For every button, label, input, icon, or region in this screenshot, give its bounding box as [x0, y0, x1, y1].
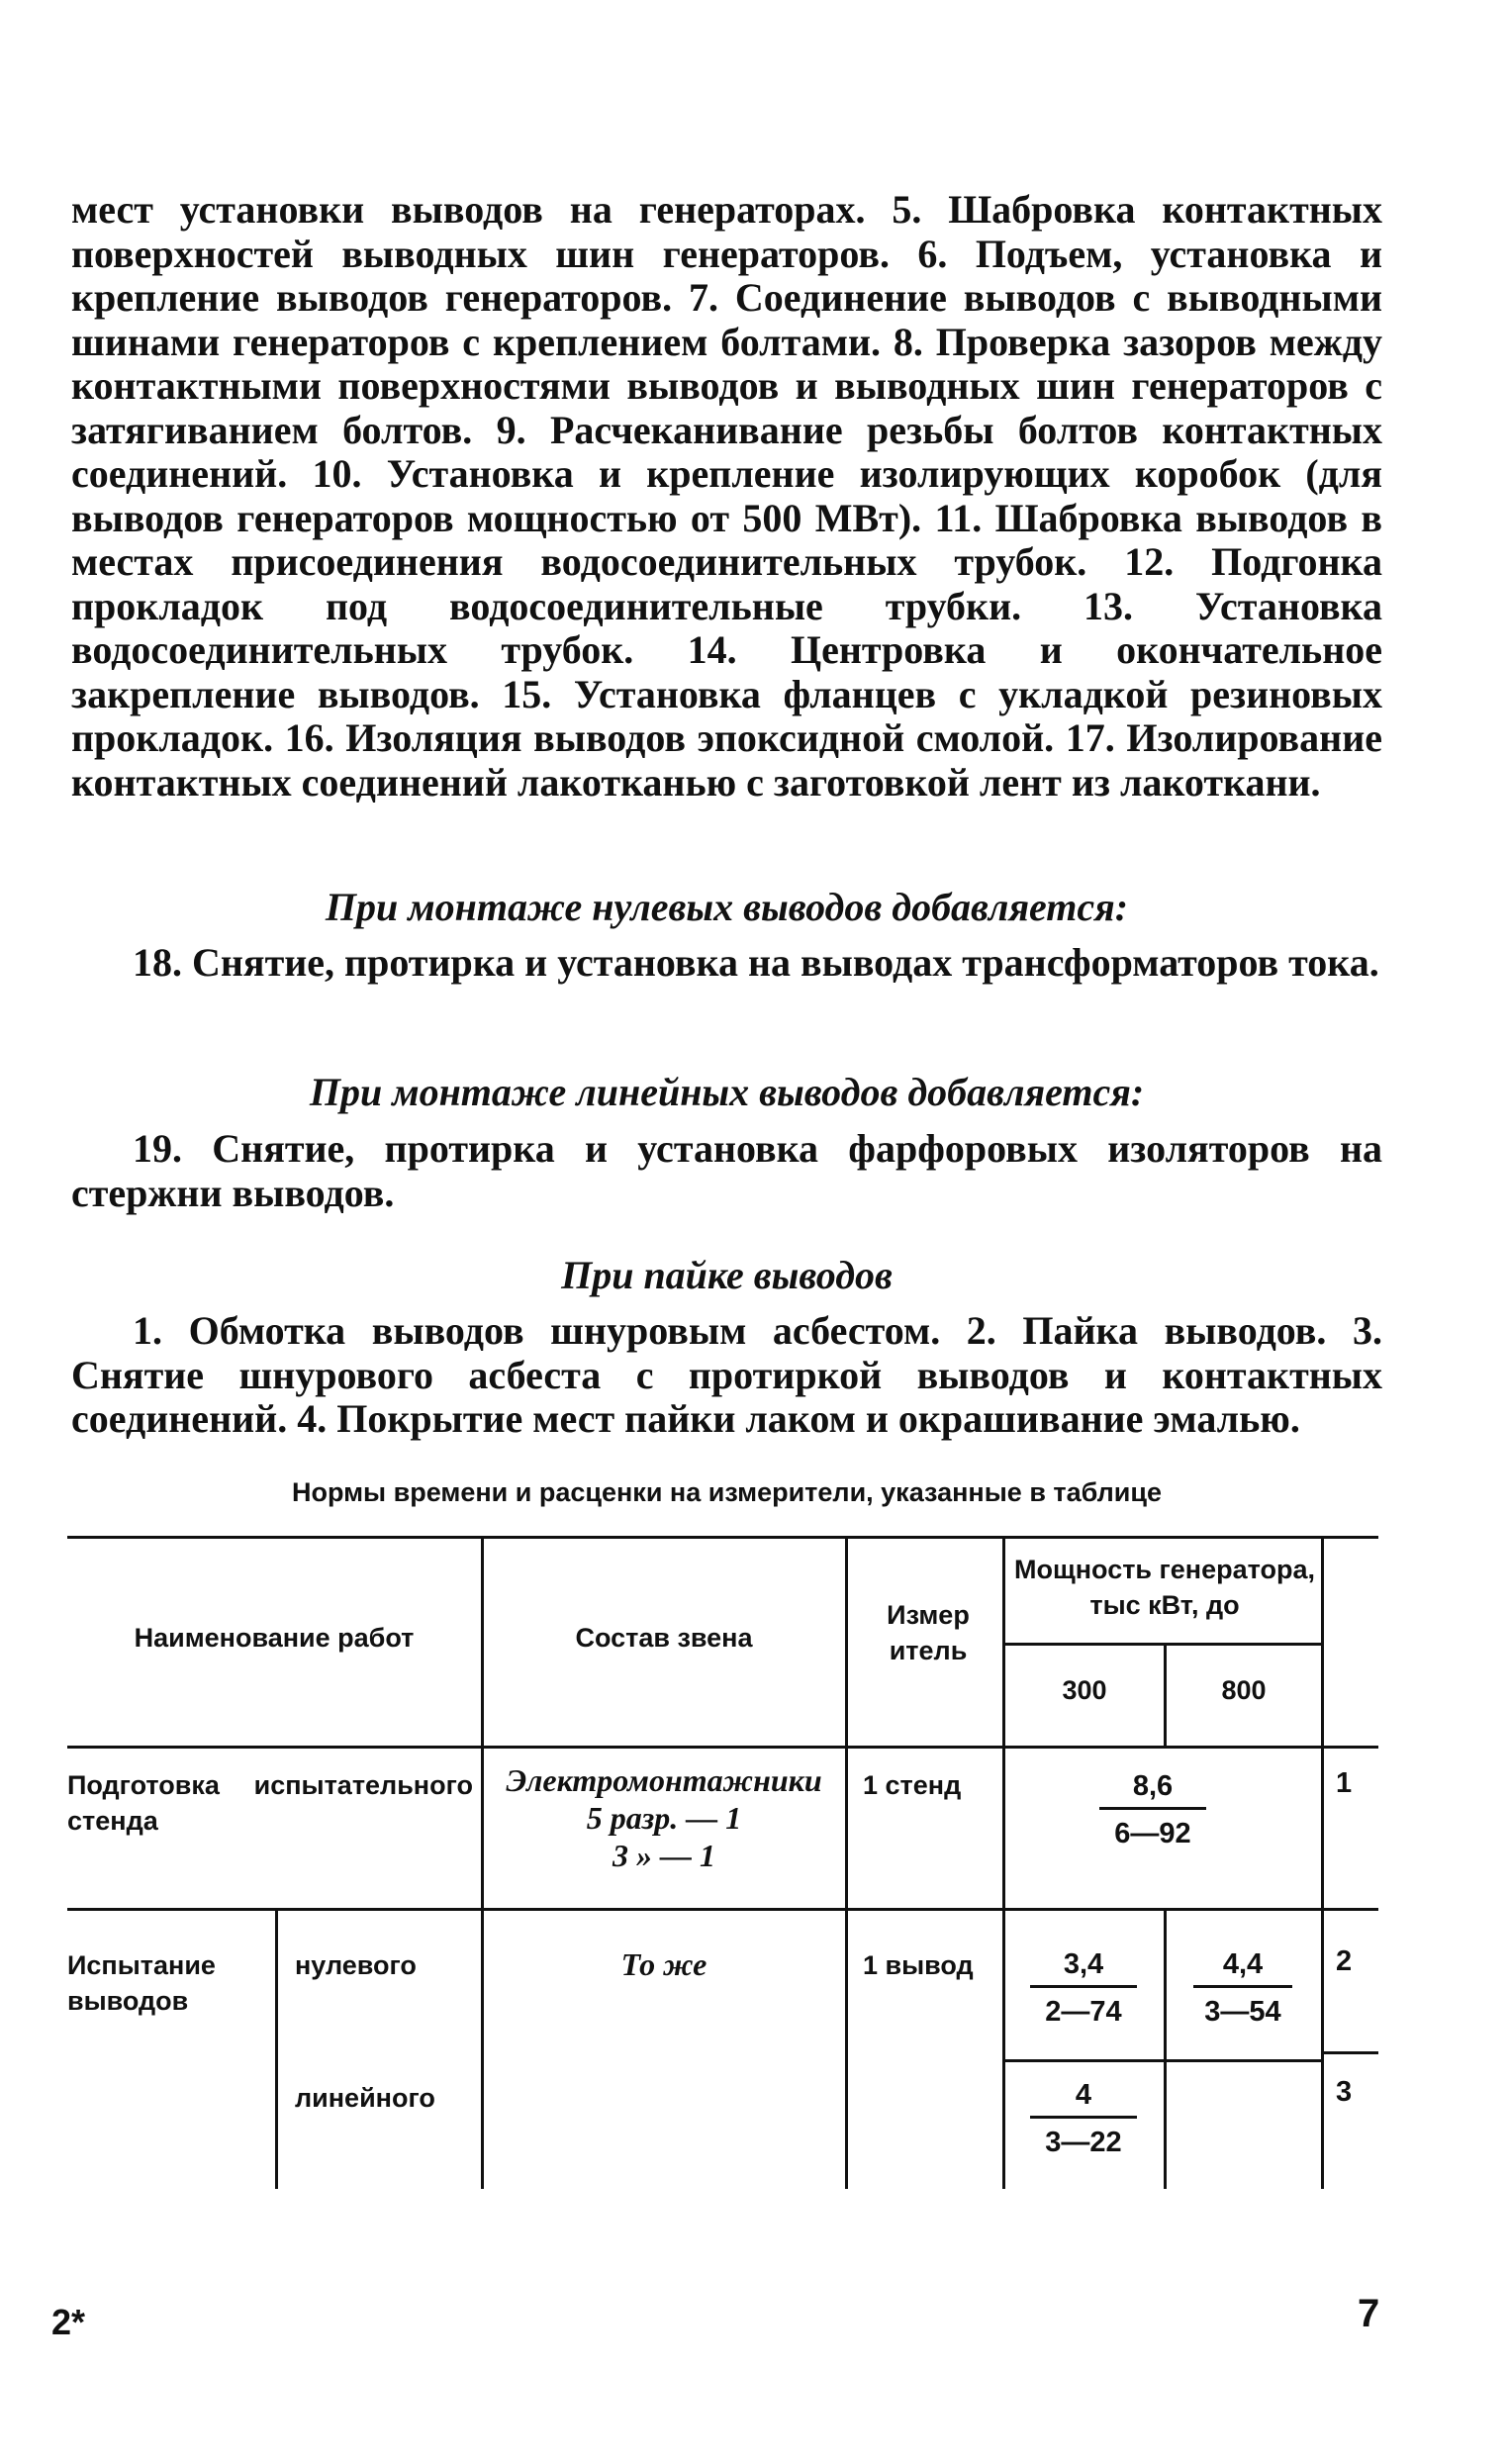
- rowno-divider: [1321, 2051, 1378, 2054]
- table-header-bottom-border: [67, 1746, 1378, 1749]
- row2-800-fraction: [1181, 1945, 1304, 2030]
- fraction-bar: [1030, 1985, 1137, 1988]
- header-crew: Состав звена: [575, 1623, 753, 1653]
- subrow-divider: [275, 1908, 278, 2189]
- page-number: 7: [1358, 2292, 1380, 2335]
- row2-800-time: 4,4: [1222, 1948, 1264, 1980]
- row1-norm-fraction: [1088, 1767, 1217, 1851]
- col-divider-4: [1321, 1536, 1324, 2189]
- row2-300-rate: 2—74: [1045, 1996, 1122, 2028]
- paragraph-work-steps: мест установки выводов на генераторах. 5. Шабровка контактных поверхностей выводных шин генераторов. 6. Подъем, установка и крепление выводов генераторов. 7. Соединение выводов с выводными шинами генераторов с креплением болтами. 8. Проверка зазоров между контактными поверхностями выводов и выводных шин генераторов с затягиванием болтов. 9. Расчеканивание резьбы болтов контактных соединений. 10. Установка и крепление изолирующих коробок (для выводов генераторов мощностью от 500 МВт). 11. Шабровка выводов в местах присоединения водосоединительных трубок. 12. Подгонка прокладок под водосоединительные трубки. 13. Установка водосоединительных трубок. 14. Центровка и окончательное закрепление выводов. 15. Установка фланцев с укладкой резиновых прокладок. 16. Изоляция выводов эпоксидной смолой. 17. Изолирование контактных соединений лакотканью с заготовкой лент из лакоткани.: [71, 187, 1382, 805]
- row3-300-fraction: [1019, 2076, 1148, 2160]
- row1-bottom-border: [67, 1908, 1378, 1911]
- fraction-bar: [1030, 2116, 1137, 2119]
- row3-number: 3: [1336, 2076, 1353, 2108]
- row1-number: 1: [1336, 1767, 1353, 1799]
- paragraph-step-19: 19. Снятие, протирка и установка фарфоровых изоляторов на стержни выводов.: [71, 1126, 1382, 1215]
- row2-300-time: 3,4: [1063, 1948, 1104, 1980]
- row2-unit: 1 вывод: [863, 1950, 974, 1980]
- row2-800-rate: 3—54: [1204, 1996, 1281, 2028]
- row1-work-name: Подготовка испытательного стенда: [67, 1770, 473, 1836]
- row2-300-fraction: [1019, 1945, 1148, 2030]
- table-top-border: [67, 1536, 1378, 1539]
- header-work-name: Наименование работ: [134, 1623, 415, 1653]
- row1-rate: 6—92: [1114, 1818, 1191, 1849]
- paragraph-soldering-steps: 1. Обмотка выводов шнуровым асбестом. 2. Пайка выводов. 3. Снятие шнурового асбеста с протиркой выводов и контактных соединений. 4. Покрытие мест пайки лаком и окрашивание эмалью.: [71, 1308, 1382, 1441]
- row2-work-name: Испытание выводов: [67, 1950, 216, 2016]
- col-divider-300-800-body: [1164, 1908, 1167, 2189]
- col-divider-1: [481, 1536, 484, 2189]
- row1-crew-grade5: 5 разр. — 1: [586, 1800, 742, 1836]
- signature-mark: 2*: [51, 2302, 86, 2342]
- row2-number: 2: [1336, 1945, 1353, 1977]
- col-divider-3: [1002, 1536, 1005, 2189]
- row1-crew-grade3: 3 » — 1: [613, 1838, 715, 1873]
- row2-subtype: нулевого: [295, 1950, 417, 1980]
- header-power: Мощность генератора, тыс кВт, до: [1013, 1555, 1315, 1620]
- row2-bottom-border: [1002, 2059, 1321, 2062]
- row2-crew: То же: [620, 1946, 707, 1982]
- table-caption: Нормы времени и расценки на измерители, указанные в таблице: [291, 1477, 1163, 1507]
- heading-linear-leads: При монтаже линейных выводов добавляется:: [309, 1070, 1145, 1114]
- fraction-bar: [1193, 1985, 1292, 1988]
- row1-unit: 1 стенд: [863, 1770, 962, 1800]
- row1-crew: [485, 1761, 843, 1874]
- row3-300-rate: 3—22: [1045, 2127, 1122, 2158]
- heading-soldering: При пайке выводов: [561, 1253, 893, 1297]
- fraction-bar: [1099, 1807, 1206, 1810]
- header-300: 300: [1062, 1675, 1107, 1705]
- header-800: 800: [1221, 1675, 1267, 1705]
- heading-zero-leads: При монтаже нулевых выводов добавляется:: [325, 885, 1129, 929]
- paragraph-step-18: 18. Снятие, протирка и установка на выводах трансформаторов тока.: [133, 940, 1379, 985]
- power-subheader-line: [1002, 1643, 1321, 1646]
- row3-subtype: линейного: [295, 2083, 435, 2113]
- row1-crew-title: Электромонтажники: [506, 1762, 822, 1798]
- header-unit: Измеритель: [887, 1600, 970, 1665]
- col-divider-2: [845, 1536, 848, 2189]
- row3-300-time: 4: [1075, 2079, 1092, 2111]
- row1-time-norm: 8,6: [1132, 1770, 1174, 1802]
